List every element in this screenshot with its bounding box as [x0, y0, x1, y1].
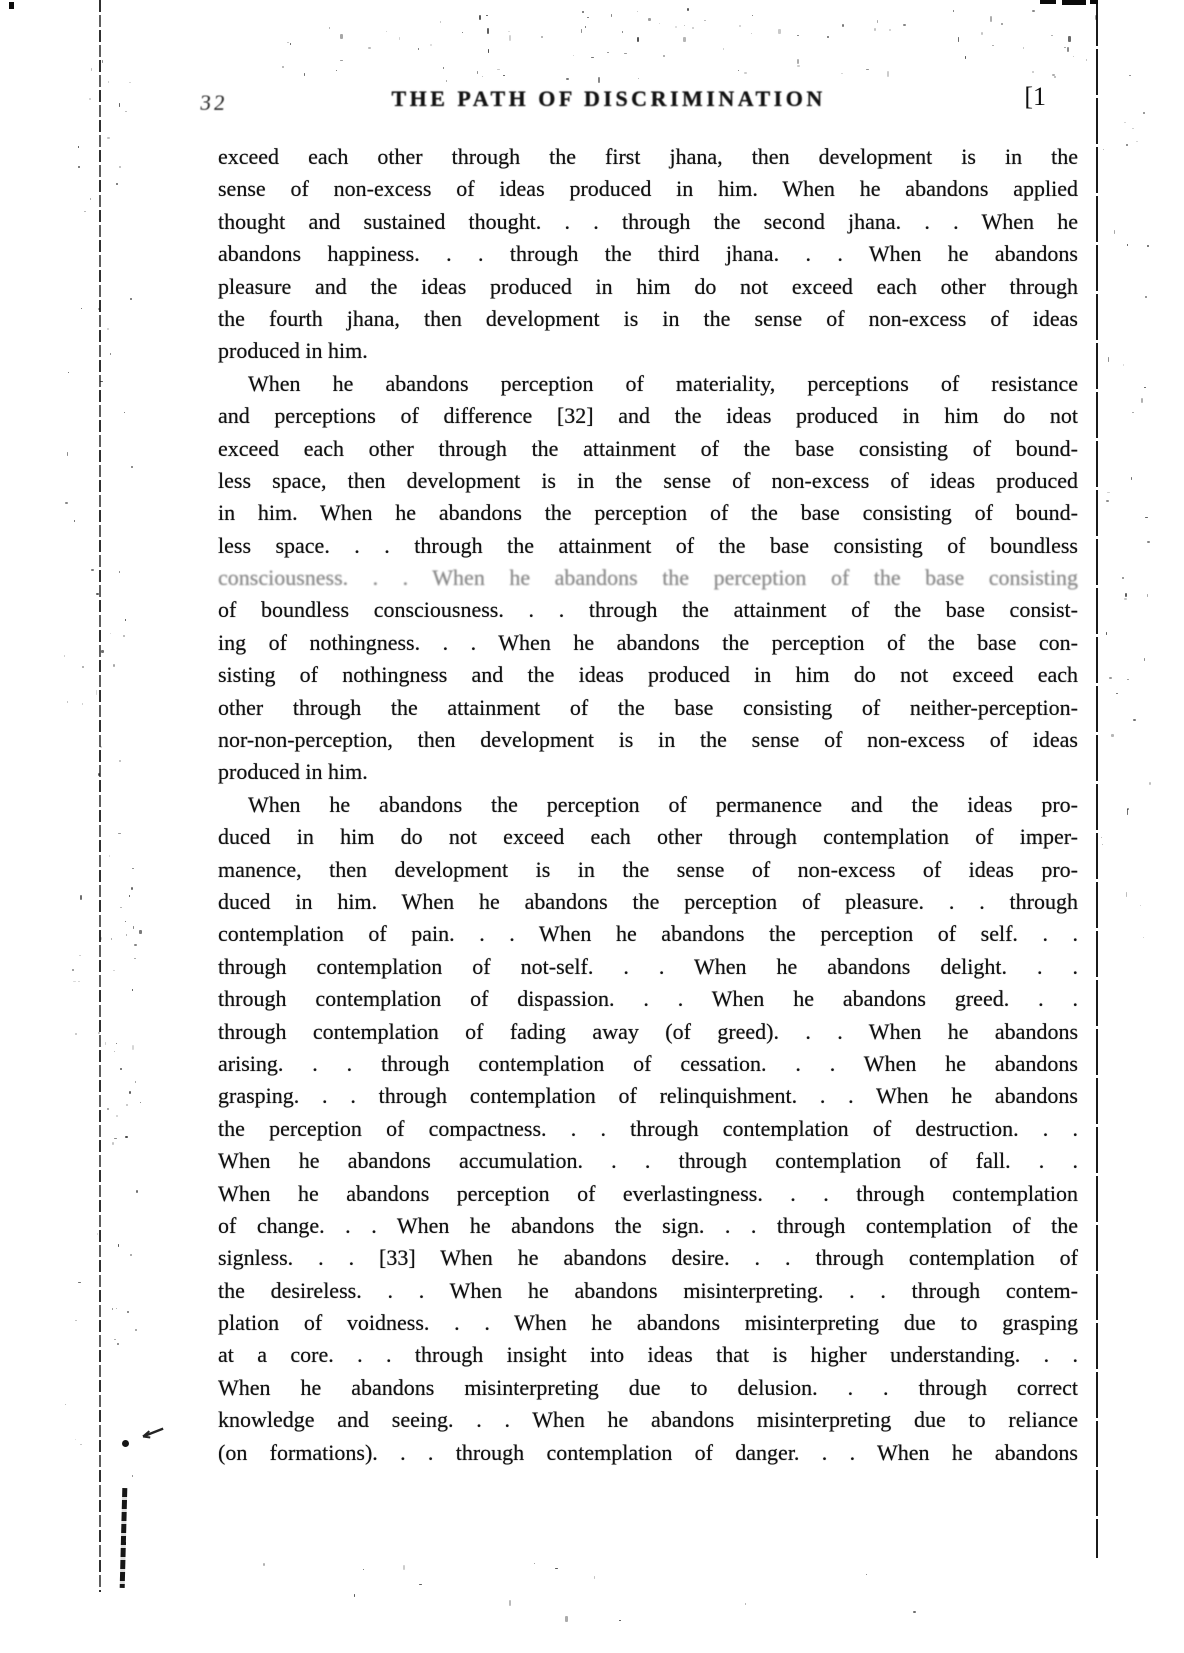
text-line: produced in him.	[218, 759, 368, 785]
noise-speck	[91, 569, 94, 571]
noise-speck	[797, 59, 799, 64]
text-line: When he abandons misinterpreting due to delusion. . . through correct	[218, 1374, 1078, 1400]
noise-speck	[119, 571, 120, 573]
noise-speck	[1123, 364, 1124, 366]
noise-speck	[135, 1081, 136, 1083]
noise-speck	[638, 78, 639, 79]
text-line: When he abandons accumulation. . . through contemplation of fall. . .	[218, 1148, 1078, 1174]
noise-speck	[403, 1565, 405, 1570]
noise-speck	[953, 10, 954, 12]
noise-speck	[118, 833, 121, 834]
noise-speck	[130, 298, 132, 300]
text-line: and perceptions of difference [32] and the ideas produced in him do not	[218, 403, 1078, 429]
noise-speck	[1068, 36, 1071, 42]
text-line: exceed each other through the first jhana, then development is in the	[218, 144, 1078, 169]
noise-speck	[130, 1254, 132, 1256]
noise-speck	[624, 53, 627, 54]
paragraph	[218, 368, 1078, 789]
noise-speck	[129, 895, 130, 897]
noise-speck	[477, 71, 478, 74]
noise-speck	[1127, 679, 1129, 680]
text-line: knowledge and seeing. . . When he abandons misinterpreting due to reliance	[218, 1407, 1078, 1433]
noise-speck	[488, 49, 489, 53]
noise-speck	[107, 137, 110, 139]
noise-speck	[1124, 598, 1127, 600]
text-line: plation of voidness. . . When he abandons misinterpreting due to grasping	[218, 1310, 1078, 1336]
noise-speck	[739, 25, 741, 27]
noise-speck	[125, 111, 127, 112]
page-number: 32	[198, 90, 230, 115]
noise-speck	[78, 146, 79, 148]
noise-speck	[659, 23, 660, 24]
noise-speck	[797, 35, 799, 36]
noise-speck	[72, 969, 74, 971]
noise-speck	[116, 1308, 117, 1309]
noise-speck	[1132, 128, 1134, 129]
noise-speck	[1145, 517, 1148, 518]
noise-speck	[751, 33, 752, 34]
noise-speck	[704, 20, 706, 21]
noise-speck	[440, 21, 441, 23]
noise-speck	[591, 57, 594, 58]
margin-arrow-mark	[139, 1424, 169, 1447]
left-gutter-scan-line	[99, 0, 101, 1592]
noise-speck	[1147, 594, 1148, 597]
text-line: other through the attainment of the base consisting of neither-perception-	[218, 694, 1078, 720]
noise-speck	[541, 36, 543, 38]
text-line: signless. . . [33] When he abandons desire. . . through contemplation of	[218, 1245, 1078, 1271]
noise-speck	[329, 27, 330, 29]
noise-speck	[75, 1033, 77, 1035]
text-line: the perception of compactness. . . through contemplation of destruction. . .	[218, 1115, 1078, 1141]
noise-speck	[479, 15, 481, 20]
noise-speck	[1109, 677, 1112, 679]
noise-speck	[430, 44, 432, 46]
noise-speck	[1140, 905, 1141, 906]
noise-speck	[114, 1138, 117, 1139]
noise-speck	[443, 67, 444, 69]
noise-speck	[129, 1091, 131, 1094]
noise-speck	[82, 703, 83, 705]
noise-speck	[81, 308, 82, 309]
noise-speck	[585, 26, 586, 28]
text-line: less space. . . through the attainment of the base consisting of boundless	[218, 532, 1078, 558]
noise-speck	[965, 56, 966, 59]
noise-speck	[566, 78, 569, 80]
noise-speck	[1136, 141, 1138, 142]
noise-speck	[1127, 244, 1128, 246]
noise-speck	[118, 1244, 119, 1247]
noise-speck	[675, 26, 677, 28]
noise-speck	[107, 1108, 109, 1110]
noise-speck	[112, 1142, 114, 1145]
noise-speck	[534, 1563, 535, 1564]
noise-speck	[509, 1600, 511, 1606]
noise-speck	[112, 1308, 113, 1310]
page-header-title: THE PATH OF DISCRIMINATION	[391, 86, 826, 111]
noise-speck	[487, 28, 489, 34]
noise-speck	[619, 1620, 621, 1621]
noise-speck	[486, 15, 488, 16]
noise-speck	[134, 958, 136, 959]
noise-speck	[683, 37, 686, 42]
noise-speck	[752, 15, 753, 16]
noise-speck	[1023, 47, 1024, 49]
noise-speck	[1001, 23, 1003, 25]
text-line: When he abandons the perception of permanence and the ideas pro-	[248, 791, 1078, 817]
noise-speck	[508, 31, 510, 32]
text-line: When he abandons perception of materiality, perceptions of resistance	[248, 370, 1078, 396]
noise-speck	[109, 855, 110, 857]
noise-speck	[119, 760, 121, 762]
text-line: duced in him do not exceed each other through contemplation of imper-	[218, 824, 1078, 850]
noise-speck	[78, 166, 80, 168]
noise-speck	[282, 66, 284, 68]
noise-speck	[581, 29, 582, 33]
noise-speck	[132, 868, 134, 869]
noise-speck	[1144, 387, 1146, 388]
noise-speck	[89, 98, 91, 100]
noise-speck	[1106, 632, 1107, 635]
text-line: sisting of nothingness and the ideas produced in him do not exceed each	[218, 662, 1078, 688]
page-header	[198, 82, 1078, 122]
noise-speck	[446, 80, 447, 82]
noise-speck	[462, 32, 463, 33]
noise-speck	[877, 20, 878, 23]
text-block	[218, 141, 1078, 1469]
text-line: duced in him. When he abandons the perception of pleasure. . . through	[218, 888, 1078, 914]
noise-speck	[981, 32, 983, 35]
text-line: grasping. . . through contemplation of relinquishment. . . When he abandons	[218, 1083, 1078, 1109]
noise-speck	[119, 166, 121, 168]
noise-speck	[1051, 35, 1053, 36]
text-line: at a core. . . through insight into ideas that is higher understanding. . .	[218, 1342, 1078, 1368]
noise-speck	[131, 887, 133, 890]
noise-speck	[114, 1339, 116, 1340]
noise-speck	[687, 8, 689, 11]
noise-speck	[125, 1136, 128, 1138]
text-line: abandons happiness. . . through the third jhana. . . When he abandons	[218, 241, 1078, 267]
noise-speck	[778, 29, 781, 34]
noise-speck	[1126, 144, 1128, 146]
noise-speck	[116, 183, 118, 185]
text-line: contemplation of pain. . . When he abandons the perception of self. . .	[218, 921, 1078, 947]
top-right-corner-mark	[1090, 0, 1098, 4]
noise-speck	[990, 16, 992, 22]
noise-speck	[637, 11, 638, 12]
noise-speck	[65, 502, 68, 504]
noise-speck	[1127, 808, 1129, 810]
noise-speck	[108, 81, 109, 83]
noise-speck	[368, 47, 371, 49]
noise-speck	[555, 1568, 558, 1569]
noise-speck	[842, 24, 844, 27]
noise-speck	[304, 73, 305, 76]
noise-speck	[841, 73, 843, 74]
noise-speck	[116, 1043, 117, 1044]
noise-speck	[497, 69, 500, 70]
noise-speck	[1108, 357, 1109, 362]
noise-speck	[125, 921, 126, 922]
noise-speck	[1126, 892, 1127, 897]
noise-speck	[67, 701, 68, 703]
noise-speck	[1101, 837, 1102, 838]
noise-speck	[797, 65, 800, 67]
top-right-corner-mark	[1062, 0, 1086, 5]
noise-speck	[139, 930, 142, 934]
noise-speck	[723, 48, 724, 50]
noise-speck	[113, 970, 115, 971]
noise-speck	[1054, 76, 1056, 78]
noise-speck	[1116, 693, 1118, 694]
noise-speck	[123, 635, 125, 637]
noise-speck	[107, 328, 109, 330]
noise-speck	[119, 103, 120, 107]
noise-speck	[1064, 47, 1066, 48]
noise-speck	[1147, 245, 1149, 247]
noise-speck	[134, 944, 137, 946]
noise-speck	[120, 1068, 122, 1070]
noise-speck	[117, 1343, 119, 1345]
noise-speck	[738, 70, 739, 71]
top-left-corner-mark	[9, 2, 14, 9]
noise-speck	[114, 1051, 115, 1052]
noise-speck	[131, 466, 133, 468]
noise-speck	[113, 664, 115, 667]
noise-speck	[96, 690, 97, 695]
text-line: of boundless consciousness. . . through the attainment of the base consist-	[218, 597, 1078, 623]
noise-speck	[611, 14, 612, 17]
noise-speck	[745, 1603, 746, 1605]
noise-speck	[126, 934, 127, 936]
noise-speck	[418, 48, 419, 50]
paragraph	[218, 789, 1078, 1469]
noise-speck	[90, 198, 91, 200]
noise-speck	[913, 1611, 916, 1613]
noise-speck	[1132, 412, 1134, 413]
top-right-corner-mark	[1040, 0, 1056, 4]
noise-speck	[607, 52, 609, 53]
ink-dot-mark	[122, 1440, 129, 1447]
noise-speck	[1111, 734, 1114, 737]
noise-speck	[287, 42, 289, 43]
noise-speck	[116, 1115, 118, 1117]
noise-speck	[565, 1616, 568, 1622]
noise-speck	[1124, 122, 1126, 123]
noise-speck	[80, 895, 82, 900]
noise-speck	[594, 1576, 595, 1579]
noise-speck	[1114, 230, 1115, 234]
noise-speck	[587, 17, 589, 18]
text-line: through contemplation of fading away (of greed). . . When he abandons	[218, 1018, 1078, 1044]
noise-speck	[992, 45, 994, 46]
noise-speck	[290, 43, 291, 45]
noise-speck	[110, 353, 111, 355]
text-line: sense of non-excess of ideas produced in him. When he abandons applied	[218, 176, 1078, 202]
right-edge-scan-line	[1096, 0, 1098, 1558]
noise-speck	[1144, 658, 1145, 661]
noise-speck	[1086, 59, 1087, 61]
noise-speck	[73, 981, 76, 982]
noise-speck	[263, 1563, 265, 1566]
noise-speck	[65, 1404, 66, 1405]
text-line: When he abandons perception of everlastingness. . . through contemplation	[218, 1180, 1078, 1206]
noise-speck	[354, 1594, 355, 1597]
text-line: less space, then development is in the sense of non-excess of ideas produced	[218, 467, 1078, 493]
noise-speck	[684, 25, 685, 26]
text-line: manence, then development is in the sense of non-excess of ideas pro-	[218, 856, 1078, 882]
noise-speck	[692, 27, 694, 29]
noise-speck	[827, 36, 829, 38]
ink-smudge-mark	[120, 1488, 128, 1588]
noise-speck	[340, 34, 343, 39]
text-line: (on formations). . . through contemplation of danger. . . When he abandons	[218, 1439, 1078, 1465]
noise-speck	[126, 1104, 128, 1106]
noise-speck	[1067, 47, 1069, 52]
text-line: through contemplation of not-self. . . When he abandons delight. . .	[218, 953, 1078, 979]
text-line: consciousness. . . When he abandons the perception of the base consisting	[218, 565, 1078, 591]
noise-speck	[598, 77, 600, 83]
noise-speck	[744, 72, 747, 74]
text-line: produced in him.	[218, 338, 368, 364]
noise-speck	[509, 35, 511, 41]
noise-speck	[125, 619, 126, 621]
noise-speck	[1103, 149, 1104, 150]
noise-speck	[399, 37, 400, 40]
noise-speck	[482, 76, 483, 77]
noise-speck	[363, 1569, 364, 1570]
noise-speck	[132, 1475, 133, 1477]
noise-speck	[637, 37, 639, 42]
noise-speck	[1032, 71, 1034, 73]
noise-speck	[1133, 719, 1136, 721]
noise-speck	[74, 520, 75, 522]
noise-speck	[1141, 398, 1143, 403]
noise-speck	[1143, 937, 1144, 938]
noise-speck	[78, 981, 80, 982]
noise-speck	[1145, 296, 1147, 298]
noise-speck	[903, 24, 906, 26]
noise-speck	[133, 926, 134, 929]
noise-speck	[1131, 477, 1132, 480]
noise-speck	[75, 1320, 77, 1321]
noise-speck	[80, 1444, 82, 1445]
noise-speck	[622, 31, 623, 33]
noise-speck	[97, 1233, 98, 1235]
noise-speck	[91, 68, 92, 71]
text-line: exceed each other through the attainment of the base consisting of bound-	[218, 435, 1078, 461]
noise-speck	[124, 412, 125, 413]
noise-speck	[866, 69, 869, 70]
paragraph	[218, 141, 1078, 368]
noise-speck	[1147, 541, 1150, 543]
noise-speck	[1032, 10, 1035, 12]
noise-speck	[78, 1282, 81, 1283]
noise-speck	[874, 28, 876, 31]
noise-speck	[68, 372, 69, 373]
noise-speck	[79, 955, 81, 956]
page-edge-bracket-mark: [1	[1024, 82, 1046, 111]
noise-speck	[129, 82, 131, 83]
noise-speck	[1102, 844, 1103, 845]
noise-speck	[386, 31, 387, 32]
noise-speck	[573, 55, 574, 56]
noise-speck	[958, 37, 959, 42]
noise-speck	[127, 1311, 129, 1313]
noise-speck	[84, 211, 86, 212]
noise-speck	[663, 55, 665, 57]
text-line: thought and sustained thought. . . through the second jhana. . . When he	[218, 208, 1078, 234]
noise-speck	[866, 1574, 867, 1575]
noise-speck	[1073, 56, 1074, 57]
text-line: through contemplation of dispassion. . . When he abandons greed. . .	[218, 986, 1078, 1012]
text-line: in him. When he abandons the perception of the base consisting of bound-	[218, 500, 1078, 526]
noise-speck	[1129, 75, 1131, 76]
noise-speck	[136, 1190, 138, 1193]
noise-speck	[132, 989, 133, 991]
noise-speck	[503, 75, 505, 76]
noise-speck	[105, 1042, 106, 1045]
text-line: the desireless. . . When he abandons misinterpreting. . . through contem-	[218, 1277, 1078, 1303]
noise-speck	[102, 60, 103, 63]
noise-speck	[1127, 809, 1128, 815]
noise-speck	[419, 1584, 422, 1585]
text-line: the fourth jhana, then development is in the sense of non-excess of ideas	[218, 305, 1078, 331]
noise-speck	[1106, 500, 1109, 502]
noise-speck	[82, 666, 84, 668]
noise-speck	[582, 11, 584, 13]
text-line: arising. . . through contemplation of cessation. . . When he abandons	[218, 1050, 1078, 1076]
noise-speck	[75, 1439, 76, 1440]
noise-speck	[1052, 74, 1055, 76]
noise-speck	[67, 452, 68, 456]
noise-speck	[111, 938, 112, 940]
noise-speck	[1125, 593, 1127, 597]
noise-speck	[648, 18, 651, 21]
text-line: pleasure and the ideas produced in him do not exceed each other through	[218, 273, 1078, 299]
noise-speck	[340, 60, 343, 61]
noise-speck	[889, 29, 891, 31]
noise-speck	[132, 1045, 134, 1050]
noise-speck	[336, 70, 337, 71]
text-line: ing of nothingness. . . When he abandons the perception of the base con-	[218, 629, 1078, 655]
text-line: of change. . . When he abandons the sign. . . through contemplation of the	[218, 1212, 1078, 1238]
noise-speck	[140, 1102, 141, 1103]
text-line: nor-non-perception, then development is in the sense of non-excess of ideas	[218, 727, 1078, 753]
noise-speck	[64, 655, 65, 657]
noise-speck	[887, 71, 889, 77]
noise-speck	[135, 1329, 137, 1331]
noise-speck	[1143, 112, 1145, 114]
noise-speck	[1107, 492, 1110, 493]
noise-speck	[1122, 577, 1124, 579]
noise-speck	[110, 633, 111, 634]
noise-speck	[120, 907, 122, 908]
noise-speck	[1149, 782, 1151, 785]
